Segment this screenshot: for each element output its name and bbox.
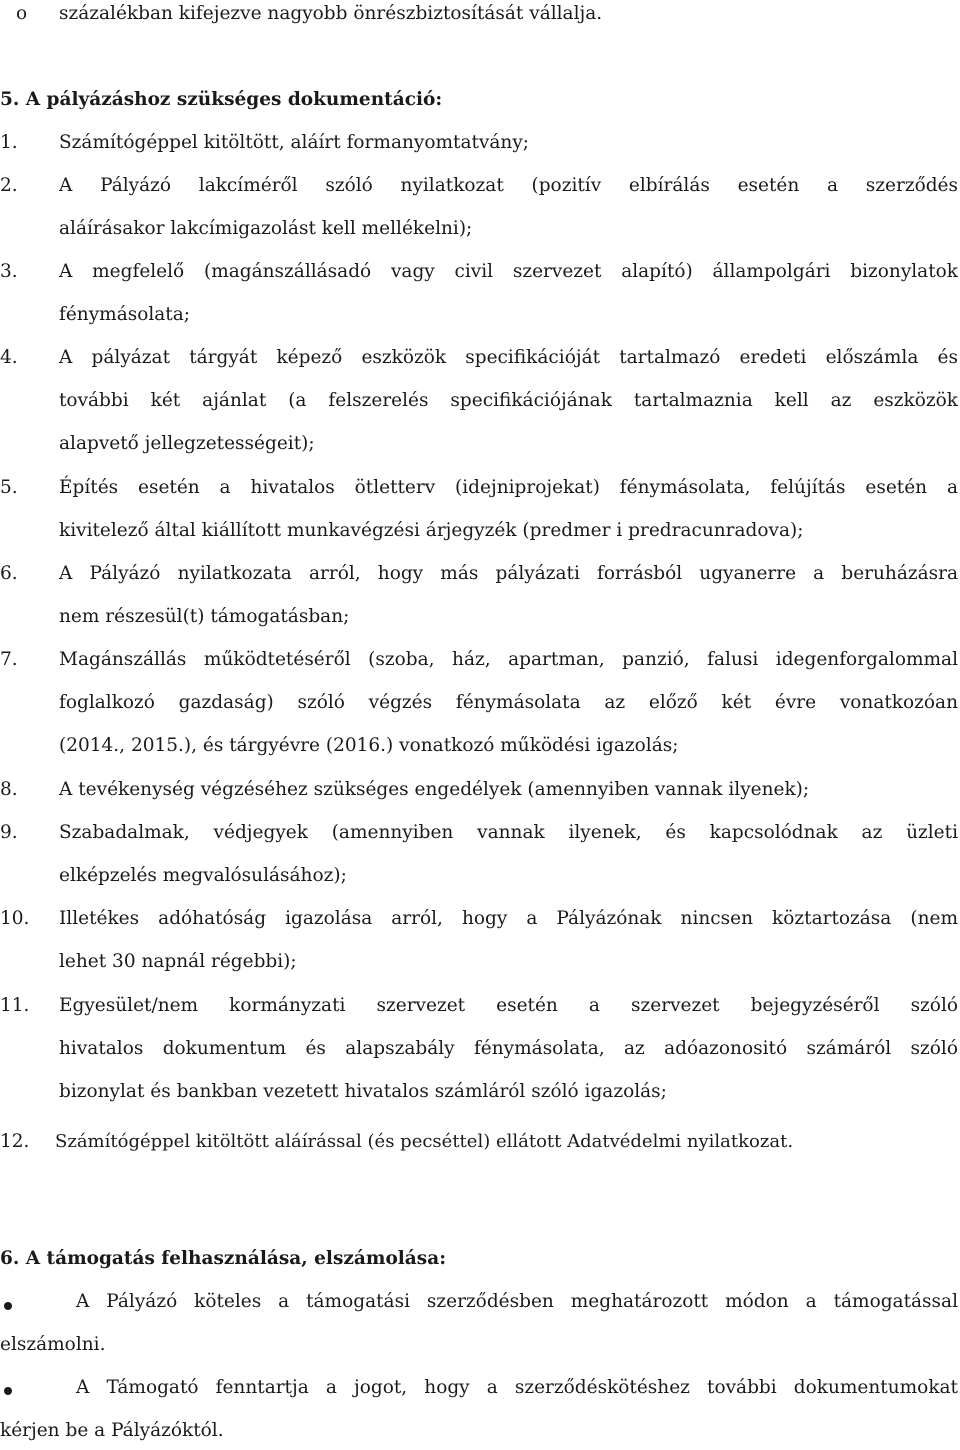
bullet-line: A Pályázó köteles a támogatási szerződésben meghatározott módon a támogatással	[76, 1291, 958, 1312]
list-item-line: A Pályázó nyilatkozata arról, hogy más pályázati forrásból ugyanerre a beruházásra	[59, 563, 958, 584]
list-item-line: nem részesül(t) támogatásban;	[59, 606, 350, 627]
list-number: 11.	[0, 995, 30, 1016]
list-marker: o	[16, 3, 28, 24]
list-item-line: lehet 30 napnál régebbi);	[59, 951, 297, 972]
list-item-line: (2014., 2015.), és tárgyévre (2016.) vonatkozó működési igazolás;	[59, 735, 679, 756]
bullet-line: elszámolni.	[0, 1334, 106, 1355]
paragraph-line: százalékban kifejezve nagyobb önrészbiztosítását vállalja.	[59, 3, 603, 24]
bullet-icon	[4, 1302, 12, 1310]
list-item-line: alapvető jellegzetességeit);	[59, 433, 315, 454]
list-item-line: kivitelező által kiállított munkavégzési árjegyzék (predmer i predracunradova);	[59, 520, 804, 541]
section-heading: 5. A pályázáshoz szükséges dokumentáció:	[0, 89, 443, 110]
bullet-icon	[4, 1387, 12, 1395]
list-number: 5.	[0, 477, 18, 498]
list-item-line: további két ajánlat (a felszerelés specifikációjának tartalmaznia kell az eszközök	[59, 390, 958, 411]
list-item-line: hivatalos dokumentum és alapszabály fénymásolata, az adóazonositó számáról szóló	[59, 1038, 958, 1059]
list-number: 3.	[0, 261, 18, 282]
list-item-line: A tevékenység végzéséhez szükséges engedélyek (amennyiben vannak ilyenek);	[59, 779, 810, 800]
list-item-line: Magánszállás működtetéséről (szoba, ház, apartman, panzió, falusi idegenforgalommal	[59, 649, 958, 670]
list-item-line: A pályázat tárgyát képező eszközök specifikációját tartalmazó eredeti előszámla és	[59, 347, 958, 368]
list-item-line: A megfelelő (magánszállásadó vagy civil szervezet alapító) állampolgári bizonylatok	[59, 261, 958, 282]
list-number: 7.	[0, 649, 18, 670]
list-item-line: aláírásakor lakcímigazolást kell mellékelni);	[59, 218, 473, 239]
list-number: 6.	[0, 563, 18, 584]
list-item-line: A Pályázó lakcíméről szóló nyilatkozat (pozitív elbírálás esetén a szerződés	[59, 175, 958, 196]
list-number: 9.	[0, 822, 18, 843]
list-number: 4.	[0, 347, 18, 368]
list-item-line: Illetékes adóhatóság igazolása arról, hogy a Pályázónak nincsen köztartozása (nem	[59, 908, 958, 929]
bullet-line: kérjen be a Pályázóktól.	[0, 1420, 224, 1441]
list-item-line: Szabadalmak, védjegyek (amennyiben vannak ilyenek, és kapcsolódnak az üzleti	[59, 822, 958, 843]
section-heading: 6. A támogatás felhasználása, elszámolása:	[0, 1248, 447, 1269]
list-number: 2.	[0, 175, 18, 196]
list-number: 10.	[0, 908, 30, 929]
list-item-line: foglalkozó gazdaság) szóló végzés fénymásolata az előző két évre vonatkozóan	[59, 692, 958, 713]
list-item-line: Számítógéppel kitöltött aláírással (és pecséttel) ellátott Adatvédelmi nyilatkozat.	[55, 1131, 794, 1152]
bullet-line: A Támogató fenntartja a jogot, hogy a szerződéskötéshez további dokumentumokat	[76, 1377, 958, 1398]
list-item-line: bizonylat és bankban vezetett hivatalos számláról szóló igazolás;	[59, 1081, 667, 1102]
list-item-line: Számítógéppel kitöltött, aláírt formanyomtatvány;	[59, 132, 529, 153]
list-number: 12.	[0, 1131, 30, 1152]
list-item-line: fénymásolata;	[59, 304, 191, 325]
list-number: 1.	[0, 132, 18, 153]
list-number: 8.	[0, 779, 18, 800]
list-item-line: elképzelés megvalósulásához);	[59, 865, 347, 886]
list-item-line: Építés esetén a hivatalos ötletterv (idejniprojekat) fénymásolata, felújítás esetén a	[59, 477, 958, 498]
list-item-line: Egyesület/nem kormányzati szervezet esetén a szervezet bejegyzéséről szóló	[59, 995, 958, 1016]
